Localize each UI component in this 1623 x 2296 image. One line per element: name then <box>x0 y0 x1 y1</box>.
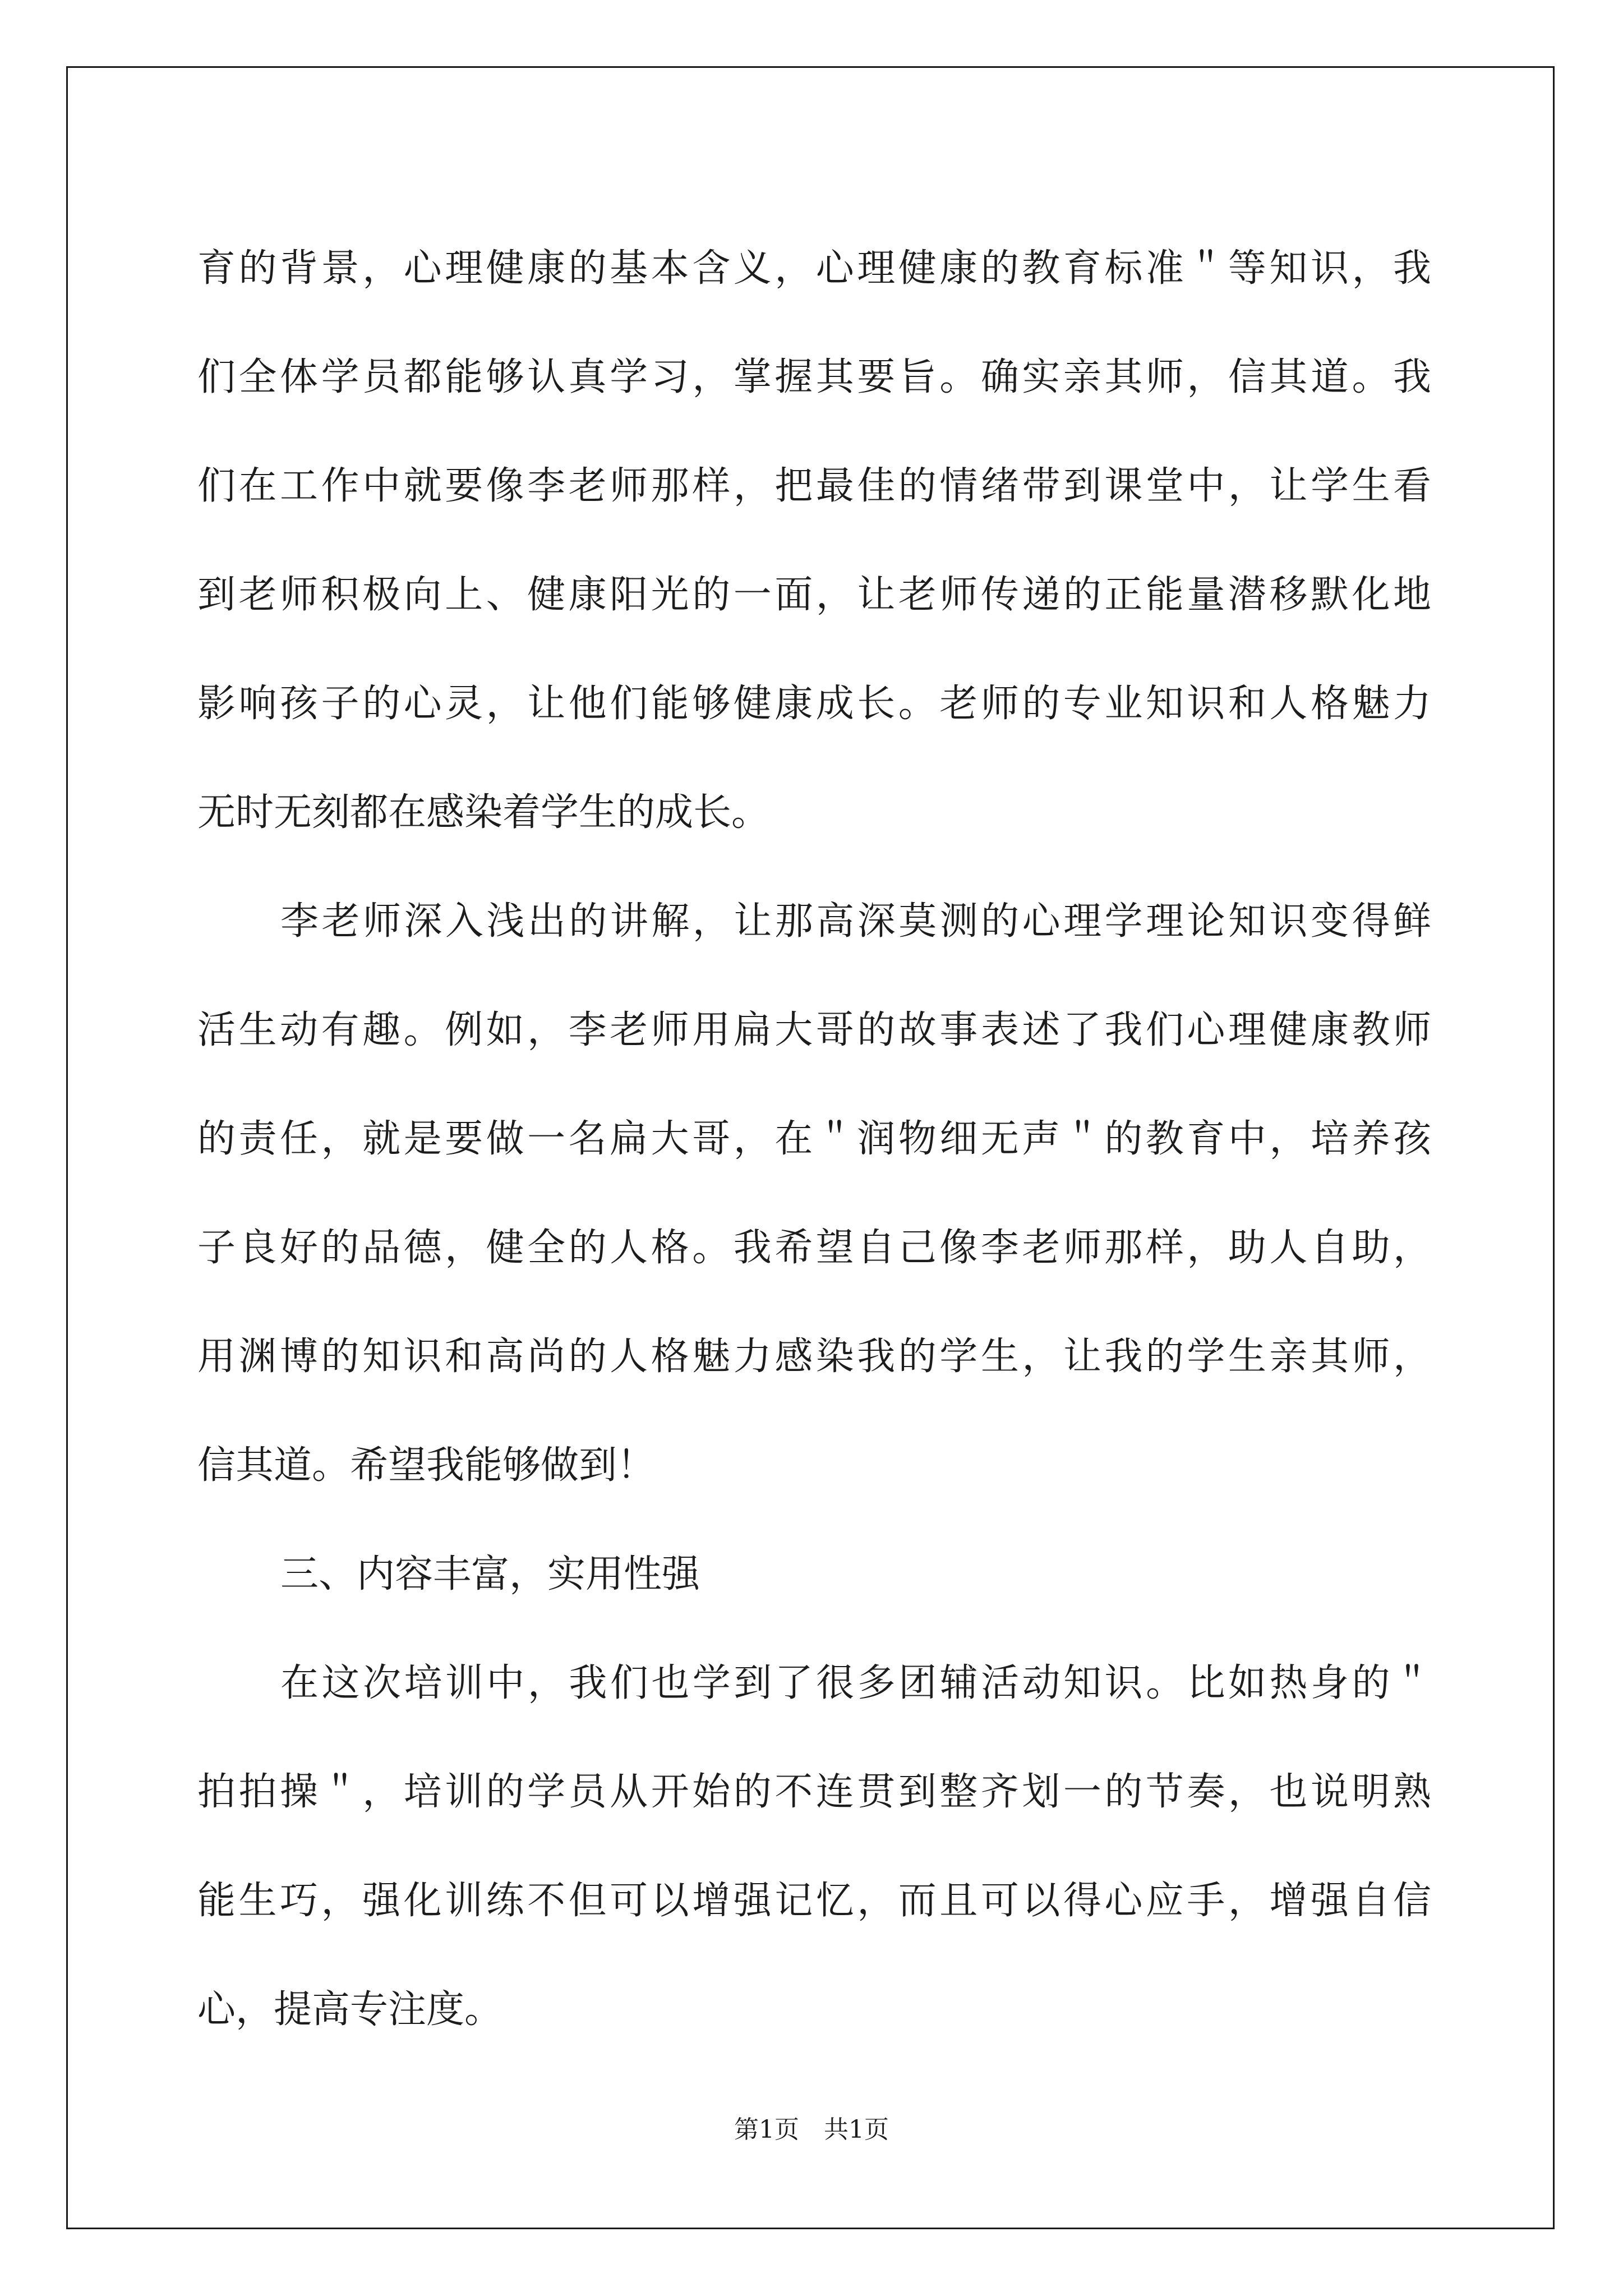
page-footer: 第1页 共1页 <box>734 2115 889 2144</box>
text-line: 影响孩子的心灵，让他们能够健康成长。老师的专业知识和人格魅力 <box>197 682 1431 726</box>
text-line: 育的背景，心理健康的基本含义，心理健康的教育标准＂等知识，我 <box>197 246 1431 291</box>
document-body <box>197 214 1431 2064</box>
text-line: 在这次培训中，我们也学到了很多团辅活动知识。比如热身的＂ <box>280 1661 1431 1705</box>
text-line: 心，提高专注度。 <box>197 1987 503 2032</box>
text-line: 无时无刻都在感染着学生的成长。 <box>197 790 770 835</box>
text-line: 信其道。希望我能够做到！ <box>197 1443 656 1488</box>
text-line: 们全体学员都能够认真学习，掌握其要旨。确实亲其师，信其道。我 <box>197 355 1431 399</box>
section-heading: 三、内容丰富，实用性强 <box>280 1552 700 1596</box>
text-line: 们在工作中就要像李老师那样，把最佳的情绪带到课堂中，让学生看 <box>197 464 1431 508</box>
text-line: 李老师深入浅出的讲解，让那高深莫测的心理学理论知识变得鲜 <box>280 899 1431 944</box>
text-line: 子良好的品德，健全的人格。我希望自己像李老师那样，助人自助， <box>197 1226 1431 1270</box>
text-line: 能生巧，强化训练不但可以增强记忆，而且可以得心应手，增强自信 <box>197 1879 1431 1923</box>
text-line: 拍拍操＂，培训的学员从开始的不连贯到整齐划一的节奏，也说明熟 <box>197 1770 1431 1814</box>
text-line: 的责任，就是要做一名扁大哥，在＂润物细无声＂的教育中，培养孩 <box>197 1117 1431 1161</box>
text-line: 用渊博的知识和高尚的人格魅力感染我的学生，让我的学生亲其师， <box>197 1335 1431 1379</box>
text-line: 到老师积极向上、健康阳光的一面，让老师传递的正能量潜移默化地 <box>197 573 1431 617</box>
text-line: 活生动有趣。例如，李老师用扁大哥的故事表述了我们心理健康教师 <box>197 1008 1431 1052</box>
